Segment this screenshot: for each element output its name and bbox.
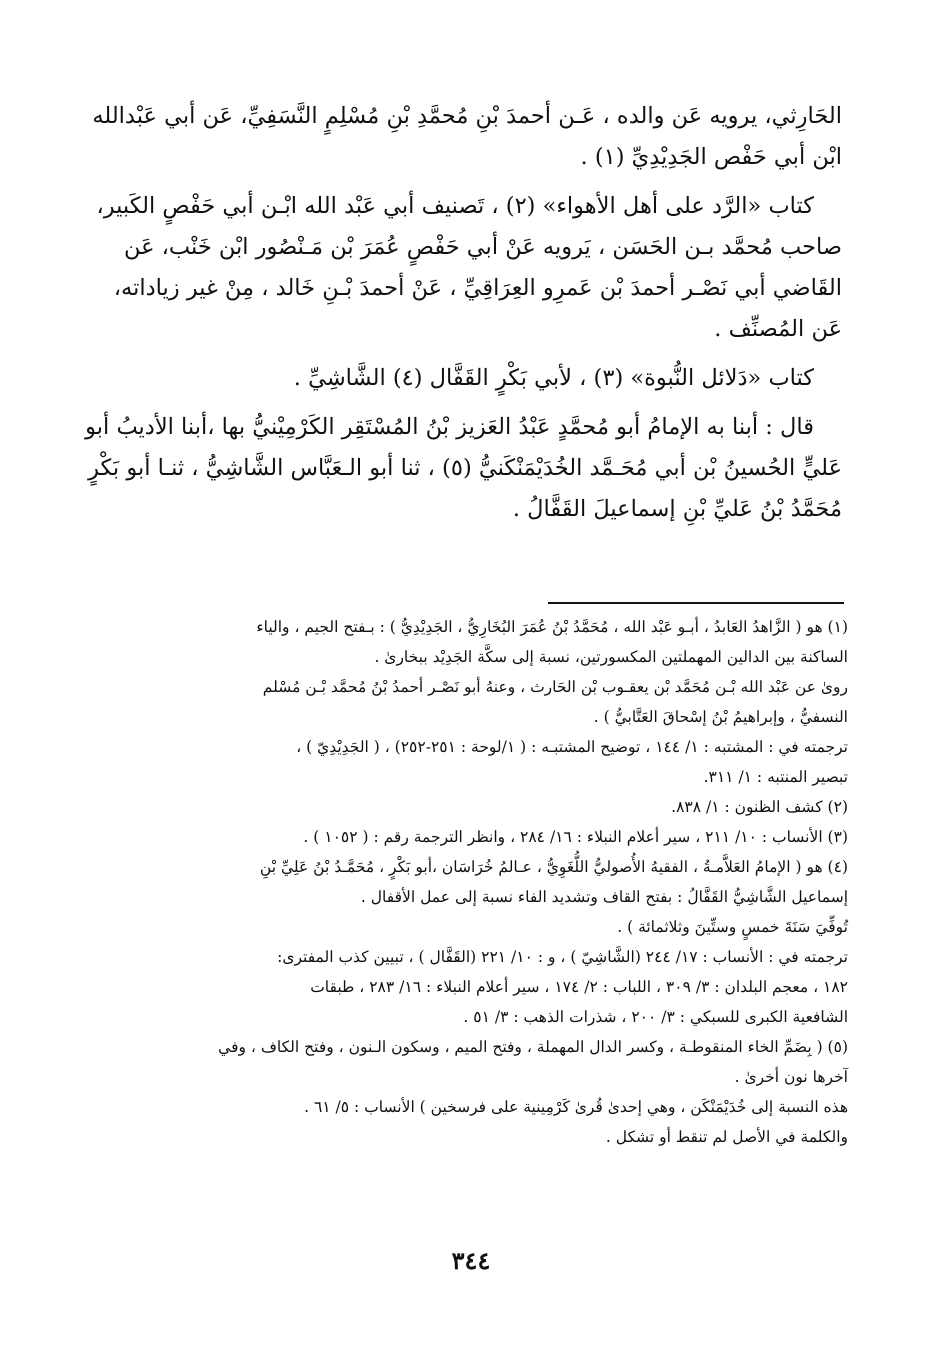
footnote-line: روىٰ عن عَبْد الله بْـن مُحَمَّد بْن يعقـوب بْن الحَارث ، وعنهُ أبو نَصْـر أحمدُ بْنُ مُحمَّد بْـن مُسْلم — [262, 678, 848, 696]
footnote-2 — [66, 792, 848, 822]
footnote-line: تبصير المنتبه : ١/ ٣١١. — [703, 768, 848, 786]
paragraph-1 — [66, 96, 842, 178]
footnote-4 — [66, 852, 848, 942]
text-line: عَليٍّ الحُسينُ بْن أبي مُحَـمَّد الخُدَيْمَنْكَنيُّ (٥) ، ثنا أبو الـعَبَّاس الشَّاشِيُّ ، ثنـا أبو بَكْرٍ — [88, 455, 842, 481]
paragraph-2 — [66, 186, 842, 227]
footnote-1-narrators — [66, 672, 848, 732]
footnote-line: تُوفِّيَ سَنَةَ خمسٍ وستِّينَ وثلاثمائة ) . — [617, 918, 848, 936]
text-line: الحَارِثي، يرويه عَن والده ، عَـن أحمدَ بْنِ مُحمَّدِ بْنِ مُسْلِمٍ النَّسَفِيِّ، عَن أبي عَبْدالله — [92, 103, 842, 129]
text-line: صاحب مُحمَّد بـن الحَسَن ، يَرويه عَنْ أبي حَفْصٍ عُمَرَ بْن مَـنْصُور ابْن خَنْب، عَن — [123, 234, 842, 260]
footnote-line: الساكنة بين الدالين المهملتين المكسورتين، نسبة إلى سكَّة الجَدِيْد ببخارىٰ . — [374, 648, 848, 666]
footnote-3 — [66, 822, 848, 852]
footnote-line: هذه النسبة إلى خُدَيْمَنْكَن ، وهي إحدىٰ قُرىٰ كَرْمِينية على فرسخين ) الأنساب : ٥/ ٦١ . — [304, 1098, 848, 1116]
footnote-line: ترجمته في : المشتبه : ١/ ١٤٤ ، توضيح المشتبـه : ( ١/لوحة : ٢٥١-٢٥٢) ، ( الجَدِيْدِيّ ) ، — [296, 738, 848, 756]
text-line: قال : أبنا به الإمامُ أبو مُحمَّدٍ عَبْدُ العَزيز بْنُ المُسْتَقِر الكَرْمِيْنيُّ بها ،أبنا الأديبُ أبو — [85, 414, 814, 440]
footnote-line: النسفيُّ ، وإبراهيمُ بْنُ إسْحاقَ العَتَّابيُّ ) . — [593, 708, 848, 726]
text-line: مُحَمَّدُ بْنُ عَليِّ بْنِ إسماعيلَ القَفَّالُ . — [512, 496, 842, 522]
footnote-line: (٤) هو ( الإمامُ العَلاَّمـةُ ، الفقيهُ الأُصوليُّ اللُّغَوِيُّ ، عـالمُ خُرَاسَان ،أبو بَكْرٍ ، مُحَمَّـدُ بْنُ عَلِيِّ بْنِ — [259, 858, 848, 876]
paragraph-4 — [66, 407, 842, 448]
footnote-line: (١) هو ( الزَّاهدُ العَابدُ ، أبـو عَبْد الله ، مُحَمَّدُ بْنُ عُمَرَ البُخَارِيُّ ، الجَدِيْدِيُّ ) : بـفتح الجيم ، والياء — [256, 618, 848, 636]
footnote-1-sources — [66, 732, 848, 792]
footnote-line: آخرها نون أخرىٰ . — [734, 1068, 848, 1086]
paragraph-4-cont — [66, 448, 842, 530]
text-line: عَن المُصنِّف . — [714, 316, 842, 342]
paragraph-3 — [66, 358, 842, 399]
footnote-line: ١٨٢ ، معجم البلدان : ٣/ ٣٠٩ ، اللباب : ٢/ ١٧٤ ، سير أعلام النبلاء : ١٦/ ٢٨٣ ، طبقات — [310, 978, 848, 996]
paragraph-2-cont — [66, 227, 842, 350]
footnote-line: الشافعية الكبرى للسبكي : ٣/ ٢٠٠ ، شذرات الذهب : ٣/ ٥١ . — [463, 1008, 848, 1026]
footnote-line: والكلمة في الأصل لم تنقط أو تشكل . — [605, 1128, 848, 1146]
footnote-4-sources — [66, 942, 848, 1032]
footnote-line: (٥) ( بِضَمِّ الخاء المنقوطـة ، وكسر الدال المهملة ، وفتح الميم ، وسكون الـنون ، وفتح الكاف ، وفي — [218, 1038, 848, 1056]
footnote-line: (٢) كشف الظنون : ١/ ٨٣٨. — [671, 798, 848, 816]
text-line: كتاب «دَلائل النُّبوة» (٣) ، لأبي بَكْرٍ القَفَّال (٤) الشَّاشِيِّ . — [293, 365, 814, 391]
footnotes — [66, 612, 848, 1152]
footnote-line: إسماعيل الشَّاشِيُّ القَفَّالُ : بفتح القاف وتشديد الفاء نسبة إلى عمل الأقفال . — [360, 888, 848, 906]
main-text — [66, 96, 842, 530]
footnote-line: (٣) الأنساب : ١٠/ ٢١١ ، سير أعلام النبلاء : ١٦/ ٢٨٤ ، وانظر الترجمة رقم : ( ١٠٥٢ ) . — [303, 828, 848, 846]
text-line: كتاب «الرَّد على أهل الأهواء» (٢) ، تَصنيف أبي عَبْد الله ابْـن أبي حَفْصٍ الكَبير، — [96, 193, 814, 219]
footnote-5 — [66, 1032, 848, 1092]
page-number: ٣٤٤ — [451, 1246, 491, 1275]
footnote-line: ترجمته في : الأنساب : ١٧/ ٢٤٤ (الشَّاشِيّ ) ، و : ١٠/ ٢٢١ (القَفَّال ) ، تبيين كذب المفترى: — [277, 948, 848, 966]
text-line: ابْن أبي حَفْص الجَدِيْدِيِّ (١) . — [580, 144, 842, 170]
footnote-5-sources — [66, 1092, 848, 1152]
footnote-divider — [548, 602, 844, 604]
footnote-1 — [66, 612, 848, 672]
text-line: القَاضي أبي نَصْـر أحمدَ بْن عَمرِو العِرَاقِيِّ ، عَنْ أحمدَ بْـنِ خَالد ، مِنْ غير زياداته، — [113, 275, 842, 301]
